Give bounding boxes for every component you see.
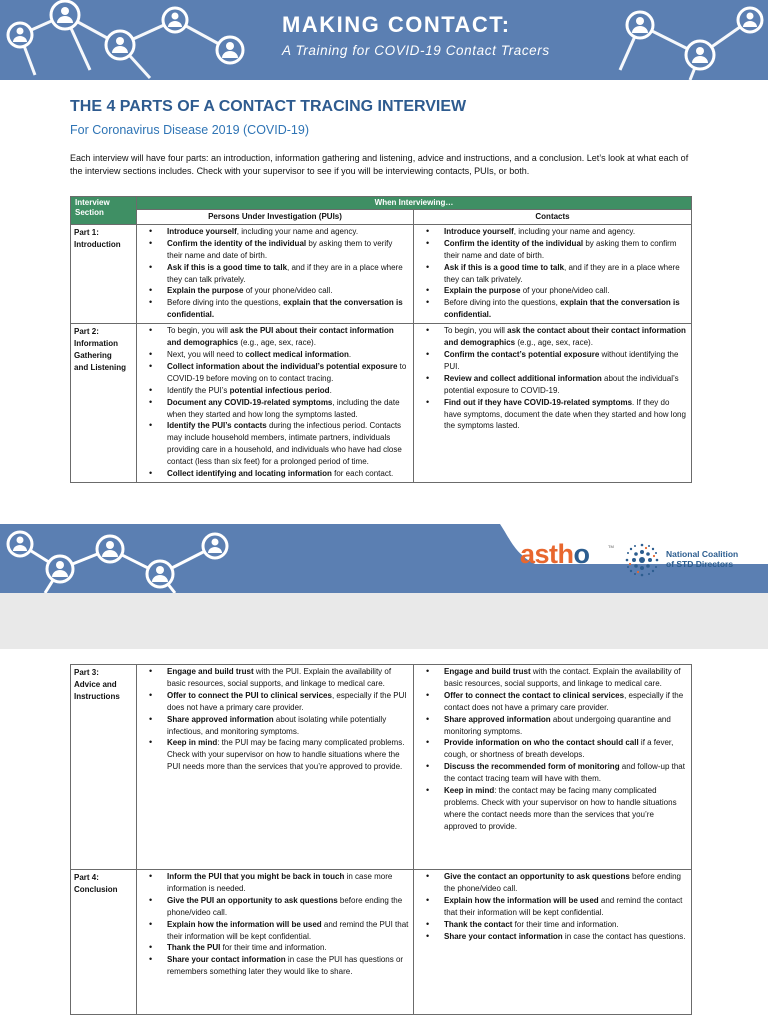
list-item: • Share your contact information in case the PUI has questions or remembers something later they would like to share. <box>137 954 409 978</box>
interview-table-part2 <box>70 664 692 1015</box>
contacts-list <box>414 225 691 323</box>
page-2 <box>0 649 768 1024</box>
list-item: • Find out if they have COVID-19-related symptoms. If they do have symptoms, document the date when they started and how long the symptoms lasted. <box>414 397 687 433</box>
header-pui: Persons Under Investigation (PUIs) <box>137 210 414 225</box>
list-item: • Introduce yourself, including your name and agency. <box>414 226 687 238</box>
ncsd-logo-icon <box>622 540 662 580</box>
part-label-line: Part 1: <box>74 227 99 237</box>
list-item: • Discuss the recommended form of monitoring and follow-up that the contact tracing team will have with them. <box>414 761 687 785</box>
list-item: • Identify the PUI’s contacts during the infectious period. Contacts may include household members, intimate partners, individuals providing care in a household, and individuals who have had close contact (less than six feet) for a prolonged period of time. <box>137 420 409 468</box>
list-item: • Inform the PUI that you might be back in touch in case more information is needed. <box>137 871 409 895</box>
part-label <box>71 324 137 483</box>
banner-subtitle: A Training for COVID-19 Contact Tracers <box>282 43 550 58</box>
list-item: • Keep in mind: the contact may be facing many complicated problems. Check with your supervisor on how to handle situations where the contact needs more than the services that you’re approved to provide. <box>414 785 687 833</box>
list-item: • Confirm the identity of the individual by asking them to confirm their name and date of birth. <box>414 238 687 262</box>
list-item: • Review and collect additional information about the individual’s potential exposure to COVID-19. <box>414 373 687 397</box>
header-when-interviewing: When Interviewing… <box>137 197 692 210</box>
ncsd-line-1: National Coalition <box>666 549 739 559</box>
table-row <box>71 324 692 483</box>
list-item: • Before diving into the questions, explain that the conversation is confidential. <box>414 297 687 321</box>
part-label <box>71 870 137 1015</box>
list-item: • Explain how the information will be used and remind the contact that their information will be kept confidential. <box>414 895 687 919</box>
table-row <box>71 870 692 1015</box>
list-item: • Engage and build trust with the PUI. Explain the availability of basic resources, social supports, and linkage to medical care. <box>137 666 409 690</box>
part-label <box>71 224 137 323</box>
contacts-cell <box>414 665 692 870</box>
list-item: • Explain the purpose of your phone/video call. <box>414 285 687 297</box>
table-row <box>71 224 692 323</box>
pui-cell <box>137 665 414 870</box>
pui-cell <box>137 224 414 323</box>
list-item: • Introduce yourself, including your name and agency. <box>137 226 409 238</box>
table-row <box>71 665 692 870</box>
astho-logo-text: asth <box>520 539 574 569</box>
contacts-cell <box>414 224 692 323</box>
list-item: • Share approved information about isolating while potentially infectious, and monitoring symptoms. <box>137 714 409 738</box>
part-label <box>71 665 137 870</box>
list-item: • Share approved information about undergoing quarantine and monitoring symptoms. <box>414 714 687 738</box>
list-item: • Give the PUI an opportunity to ask questions before ending the phone/video call. <box>137 895 409 919</box>
list-item: • To begin, you will ask the PUI about their contact information and demographics (e.g., age, sex, race). <box>137 325 409 349</box>
document-subtitle: For Coronavirus Disease 2019 (COVID-19) <box>70 123 309 137</box>
list-item: • Provide information on who the contact should call if a fever, cough, or shortness of breath develops. <box>414 737 687 761</box>
banner-title: MAKING CONTACT: <box>282 12 511 37</box>
part-label-line: Gathering <box>74 350 112 360</box>
list-item: • Before diving into the questions, explain that the conversation is confidential. <box>137 297 409 321</box>
part-label-line: Information <box>74 339 118 349</box>
header-interview-section: Interview Section <box>71 197 137 225</box>
part-label-line: Instructions <box>74 691 120 701</box>
contacts-list <box>414 324 691 434</box>
pui-list <box>137 324 413 482</box>
list-item: • Share your contact information in case the contact has questions. <box>414 931 687 943</box>
list-item: • Engage and build trust with the contact. Explain the availability of basic resources, social supports, and linkage to medical care. <box>414 666 687 690</box>
ncsd-line-2: of STD Directors <box>666 559 734 569</box>
list-item: • Confirm the contact’s potential exposure without identifying the PUI. <box>414 349 687 373</box>
list-item: • Confirm the identity of the individual by asking them to verify their name and date of birth. <box>137 238 409 262</box>
pui-list <box>137 665 413 775</box>
list-item: • Ask if this is a good time to talk, and if they are in a place where they can talk privately. <box>137 262 409 286</box>
list-item: • Thank the PUI for their time and information. <box>137 942 409 954</box>
list-item: • Collect information about the individual’s potential exposure to COVID-19 before moving on to contact tracing. <box>137 361 409 385</box>
list-item: • To begin, you will ask the contact about their contact information and demographics (e.g., age, sex, race). <box>414 325 687 349</box>
header-contacts: Contacts <box>414 210 692 225</box>
list-item: • Thank the contact for their time and information. <box>414 919 687 931</box>
pui-list <box>137 870 413 980</box>
part-label-line: Part 3: <box>74 668 99 677</box>
list-item: • Collect identifying and locating information for each contact. <box>137 468 409 480</box>
part-label-line: Introduction <box>74 239 121 249</box>
contacts-list <box>414 665 691 835</box>
pui-cell <box>137 870 414 1015</box>
list-item: • Offer to connect the PUI to clinical services, especially if the PUI does not have a primary care provider. <box>137 690 409 714</box>
list-item: • Keep in mind: the PUI may be facing many complicated problems. Check with your supervisor on how to handle situations where the PUI needs more than the services that you’re approved to provide. <box>137 737 409 773</box>
page-separator <box>0 593 768 649</box>
intro-paragraph: Each interview will have four parts: an introduction, information gathering and listening, advice and instructions, and a conclusion. Let’s look at what each of the interview sections includes. Check with your supervisor to see if you will be interviewing contacts, PUIs, or both. <box>70 153 689 176</box>
part-label-line: and Listening <box>74 362 126 372</box>
list-item: • Next, you will need to collect medical information. <box>137 349 409 361</box>
list-item: • Offer to connect the contact to clinical services, especially if the contact does not have a primary care provider. <box>414 690 687 714</box>
list-item: • Ask if this is a good time to talk, and if they are in a place where they can talk privately. <box>414 262 687 286</box>
header-banner <box>0 0 768 80</box>
contacts-cell <box>414 324 692 483</box>
ncsd-name <box>666 549 738 569</box>
contacts-cell <box>414 870 692 1015</box>
interview-table-part1 <box>70 196 692 483</box>
part-label-line: Advice and <box>74 679 117 689</box>
list-item: • Explain how the information will be used and remind the PUI that their information will be kept confidential. <box>137 919 409 943</box>
document-title: THE 4 PARTS OF A CONTACT TRACING INTERVIEW <box>70 98 467 115</box>
list-item: • Identify the PUI’s potential infectious period. <box>137 385 409 397</box>
part-label-line: Part 4: <box>74 873 99 882</box>
contacts-list <box>414 870 691 944</box>
list-item: • Document any COVID-19-related symptoms, including the date when they started and how long the symptoms lasted. <box>137 397 409 421</box>
part-label-line: Conclusion <box>74 884 118 894</box>
list-item: • Give the contact an opportunity to ask questions before ending the phone/video call. <box>414 871 687 895</box>
pui-cell <box>137 324 414 483</box>
astho-logo <box>520 539 590 570</box>
part-label-line: Part 2: <box>74 327 99 337</box>
astho-logo-o: o <box>573 539 590 569</box>
pui-list <box>137 225 413 323</box>
trademark-mark: TM <box>608 544 614 549</box>
list-item: • Explain the purpose of your phone/video call. <box>137 285 409 297</box>
